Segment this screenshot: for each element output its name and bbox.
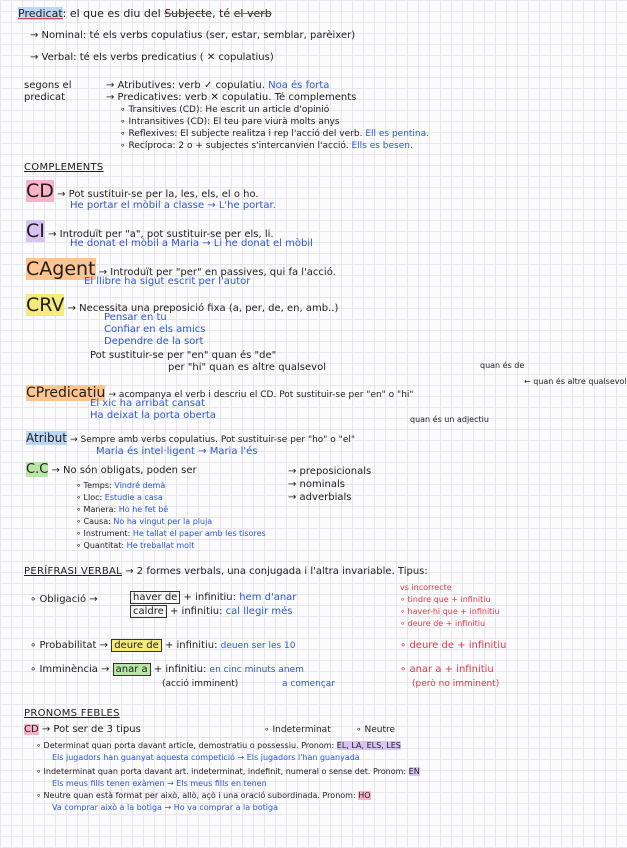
predicatives-line: → Predicatives: verb ✕ copulatiu. Té complements (106, 92, 357, 103)
cc-type-2: → adverbials (288, 492, 352, 503)
cc-item-lloc: ∘ Lloc: Estudie a casa (76, 493, 163, 502)
cc-item-manera: ∘ Manera: Ho he fet bé (76, 505, 169, 514)
cc-line: C.C → No són obligats, poden ser (26, 462, 197, 477)
predicat-verbal: → Verbal: té els verbs predicatius ( ✕ copulatius) (30, 52, 274, 63)
obligacio-v2: caldre + infinitiu: cal llegir més (130, 606, 292, 618)
crv-line: CRV → Necessita una preposició fixa (a, per, de, en, amb..) (26, 294, 339, 316)
predicat-title: Predicat (18, 7, 63, 20)
cd-line: CD → Pot sustituir-se per la, les, els, el o ho. (26, 180, 259, 202)
cagent-tag: CAgent (26, 258, 96, 280)
cc-tag: C.C (26, 462, 49, 477)
ind-line: ∘ Indeterminat quan porta davant art. indeterminat, indefinit, numeral o sense det. Pronom: EN (36, 767, 420, 776)
ci-example: He donat el mòbil a Maria → Li he donat el mòbil (70, 238, 313, 249)
cagent-line: CAgent → Introduït per "per" en passives, qui fa l'acció. (26, 258, 336, 280)
perifrasi-line: PERÍFRASI VERBAL → 2 formes verbals, una conjugada i l'altra invariable. Tipus: (24, 566, 428, 577)
cp-ex1: El xic ha arribat cansat (90, 398, 206, 409)
transitives-line: ∘ Transitives (CD): He escrit un article d'opinió (120, 105, 330, 115)
cp-note1: quan és de (480, 361, 525, 370)
obligacio-v1: haver de + infinitiu: hem d'anar (130, 592, 296, 604)
imminencia-wrong2: (però no imminent) (412, 679, 500, 689)
crv-sub1: Pot sustituir-se per "en" quan és "de" (90, 350, 277, 361)
neu-example: Va comprar això a la botiga → Ho va comprar a la botiga (52, 803, 278, 812)
atribut-tag: Atribut (26, 431, 67, 445)
pronoms-indet: ∘ Indeterminat (264, 725, 331, 735)
atributives-line: → Atributives: verb ✓ copulatiu. Noa és forta (106, 80, 330, 91)
pronoms-heading: PRONOMS FEBLES (24, 708, 120, 719)
cc-item-quantitat: ∘ Quantitat: He treballat molt (76, 541, 195, 550)
cc-type-1: → nominals (288, 479, 345, 490)
cd-example: He portar el mòbil a classe → L'he portar. (70, 200, 276, 211)
imminencia-line: ∘ Imminència → anar a + infinitiu: en cinc minuts anem (30, 664, 304, 675)
cp-ex2: Ha deixat la porta oberta (90, 410, 216, 421)
atribut-note: quan és un adjectiu (410, 415, 489, 424)
cp-line: CPredicatiu → acompanya el verb i descriu el CD. Pot sustituir-se per "en" o "hi" (26, 385, 414, 401)
wrong-2: ∘ deure de + infinitiu (400, 619, 486, 628)
crv-ex1: Pensar en tu (104, 312, 167, 323)
probabilitat-wrong: ∘ deure de + infinitiu (400, 640, 507, 651)
pronoms-cd-tag: CD (24, 724, 39, 735)
predicat-word: predicat (24, 92, 66, 103)
cc-item-causa: ∘ Causa: No ha vingut per la pluja (76, 517, 213, 526)
det-example: Els jugadors han guanyat aquesta competició → Els jugadors l'han guanyada (52, 753, 360, 762)
predicat-nominal: → Nominal: té els verbs copulatius (ser, estar, semblar, parèixer) (30, 30, 356, 41)
predicat-title-line (18, 8, 272, 20)
atribut-example: Maria és intel·ligent → Maria l'és (96, 446, 258, 457)
ci-line: CI → Introduït per "a", pot sustituir-se per els, li. (26, 220, 274, 242)
reciproca-line: ∘ Recíproca: 2 o + subjectes s'intercanvien l'acció. Ells es besen. (120, 141, 413, 151)
predicat-def-strike: Subjecte (164, 7, 213, 20)
imminencia-note: (acció imminent) (162, 679, 239, 689)
intransitives-line: ∘ Intransitives (CD): El teu pare viurà molts anys (120, 117, 340, 127)
imminencia-wrong: ∘ anar a + infinitiu (400, 664, 494, 675)
cd-tag: CD (26, 180, 54, 202)
crv-ex2: Confiar en els amics (104, 324, 206, 335)
cp-tag: CPredicatiu (26, 385, 106, 401)
det-line: ∘ Determinat quan porta davant article, demostratiu o possessiu. Pronom: EL, LA, ELS, LES (36, 741, 401, 750)
crv-tag: CRV (26, 294, 65, 316)
ci-tag: CI (26, 220, 45, 242)
imminencia-ex2: a començar (282, 679, 336, 689)
perifrasi-heading: PERÍFRASI VERBAL (24, 566, 123, 577)
crv-ex3: Dependre de la sort (104, 336, 204, 347)
obligacio-label: ∘ Obligació → (30, 594, 98, 605)
pronoms-neutre: ∘ Neutre (356, 725, 396, 735)
predicat-def: : el que es diu del (62, 7, 165, 20)
cp-note2: ← quan és altre qualsevol (524, 377, 627, 386)
segons-label: segons el (24, 80, 72, 91)
cagent-example: El llibre ha sigut escrit per l'autor (84, 276, 251, 287)
predicat-def-verb: el verb (233, 7, 272, 20)
wrong-1: ∘ haver-hi que + infinitiu (400, 607, 500, 616)
cc-item-instrument: ∘ Instrument: He tallat el paper amb les tisores (76, 529, 266, 538)
ind-example: Els meus fills tenen exàmen → Els meus fills en tenen (52, 779, 267, 788)
atribut-line: Atribut → Sempre amb verbs copulatius. Pot sustituir-se per "ho" o "el" (26, 431, 355, 445)
pronoms-cd-line: CD → Pot ser de 3 tipus (24, 724, 141, 735)
cc-type-0: → preposicionals (288, 466, 372, 477)
predicat-def2: , té (212, 7, 234, 20)
probabilitat-line: ∘ Probabilitat → deure de + infinitiu: deuen ser les 10 (30, 640, 296, 651)
crv-sub2: per "hi" quan es altre qualsevol (168, 362, 326, 373)
perifrasi-incorrecte: vs incorrecte (400, 583, 452, 592)
neu-line: ∘ Neutre quan està format per això, allò, açò i una oració subordinada. Pronom: HO (36, 791, 371, 800)
reflexives-line: ∘ Reflexives: El subjecte realitza i rep l'acció del verb. Ell es pentina. (120, 129, 430, 139)
wrong-0: ∘ tindre que + infinitiu (400, 595, 491, 604)
complements-heading: COMPLEMENTS (24, 162, 104, 173)
cc-item-temps: ∘ Temps: Vindré demà (76, 481, 166, 490)
